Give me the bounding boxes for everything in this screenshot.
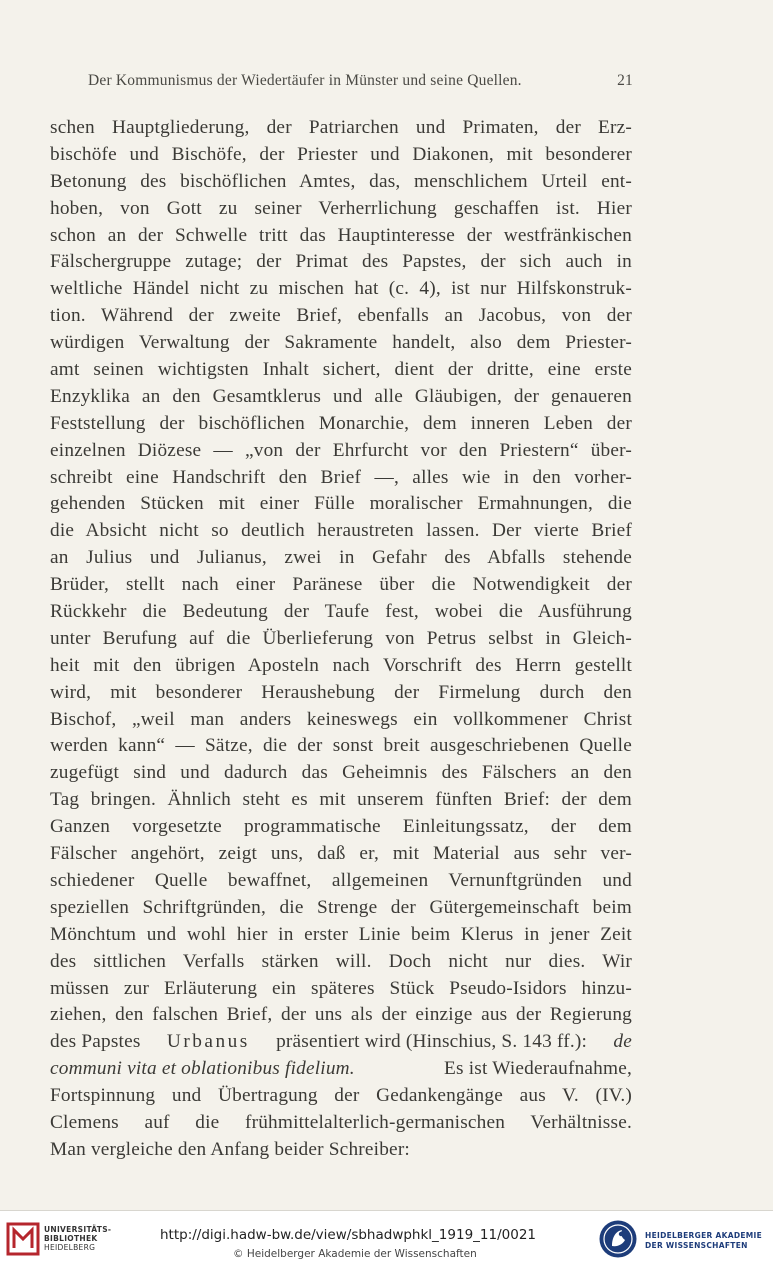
academy-logo[interactable] bbox=[598, 1217, 770, 1263]
university-library-logo[interactable] bbox=[6, 1219, 146, 1263]
italic-title-start: de bbox=[613, 1031, 632, 1053]
text-line: schen Hauptgliederung, der Patriarchen und Primaten, der Erz- bbox=[50, 117, 632, 138]
text-line: an Julius und Julianus, zwei in Gefahr des Abfalls stehende bbox=[50, 547, 632, 569]
text-line bbox=[50, 1056, 632, 1083]
source-url-link[interactable]: http://digi.hadw-bw.de/view/sbhadwphkl_1919_11/0021 bbox=[160, 1227, 536, 1243]
text-line: ziehen, den falschen Brief, der uns als der einzige aus der Regierung bbox=[50, 1004, 632, 1026]
text-line: Bischof, „weil man anders keineswegs ein vollkommener Christ bbox=[50, 708, 632, 730]
text-line: heit mit den übrigen Aposteln nach Vorschrift des Herrn gestellt bbox=[50, 654, 632, 676]
academy-logo-text bbox=[645, 1231, 762, 1251]
text-line: schreibt eine Handschrift den Brief —, alles wie in den vorher- bbox=[50, 466, 632, 488]
academy-logo-line2: DER WISSENSCHAFTEN bbox=[645, 1241, 748, 1250]
text-line: des sittlichen Verfalls stärken will. Doch nicht nur dies. Wir bbox=[50, 950, 632, 972]
text-line: weltliche Händel nicht zu mischen hat (c. 4), ist nur Hilfskonstruk- bbox=[50, 278, 632, 300]
text-line-rest: Es ist Wiederaufnahme, bbox=[444, 1058, 632, 1080]
text-line: Fälschergruppe zutage; der Primat des Papstes, der sich auch in bbox=[50, 251, 632, 273]
text-line: Enzyklika an den Gesamtklerus und alle Gläubigen, der genaueren bbox=[50, 385, 632, 407]
library-logo-line1: UNIVERSITÄTS- bbox=[44, 1225, 112, 1234]
text-line-pre: des Papstes bbox=[50, 1031, 141, 1053]
text-line: amt seinen wichtigsten Inhalt sichert, dient der dritte, eine erste bbox=[50, 359, 632, 381]
text-line: schon an der Schwelle tritt das Hauptinteresse der westfränkischen bbox=[50, 224, 632, 246]
text-line-mid: präsentiert wird (Hinschius, S. 143 ff.): bbox=[276, 1031, 588, 1053]
text-line: müssen zur Erläuterung ein späteres Stück Pseudo-Isidors hinzu- bbox=[50, 977, 632, 999]
text-line: zugefügt sind und dadurch das Geheimnis des Fälschers an den bbox=[50, 762, 632, 784]
text-line: Man vergleiche den Anfang beider Schreiber: bbox=[50, 1138, 410, 1160]
text-line: Fälscher angehört, zeigt uns, daß er, mit Material aus sehr ver- bbox=[50, 843, 632, 865]
text-line: Fortspinnung und Übertragung der Gedankengänge aus V. (IV.) bbox=[50, 1085, 632, 1107]
text-line: tion. Während der zweite Brief, ebenfalls an Jacobus, von der bbox=[50, 305, 632, 327]
text-line: unter Berufung auf die Überlieferung von Petrus selbst in Gleich- bbox=[50, 627, 632, 649]
library-logo-line2: BIBLIOTHEK bbox=[44, 1234, 98, 1243]
running-title: Der Kommunismus der Wiedertäufer in Münster und seine Quellen. bbox=[88, 72, 522, 89]
text-line: werden kann“ — Sätze, die der sonst breit ausgeschriebenen Quelle bbox=[50, 735, 632, 757]
academy-logo-line1: HEIDELBERGER AKADEMIE bbox=[645, 1231, 763, 1240]
text-line: einzelnen Diözese — „von der Ehrfurcht vor den Priestern“ über- bbox=[50, 439, 632, 461]
text-line: Brüder, stellt nach einer Paränese über die Notwendigkeit der bbox=[50, 574, 632, 596]
text-line: Ganzen vorgesetzte programmatische Einleitungssatz, der dem bbox=[50, 816, 632, 838]
library-logo-line3: HEIDELBERG bbox=[44, 1243, 96, 1252]
text-line bbox=[50, 1029, 632, 1056]
text-line: speziellen Schriftgründen, die Strenge der Gütergemeinschaft beim bbox=[50, 896, 632, 918]
text-line: gehenden Stücken mit einer Fülle moralischer Ermahnungen, die bbox=[50, 493, 632, 515]
copyright-notice: © Heidelberger Akademie der Wissenschaften bbox=[233, 1248, 477, 1260]
library-logo-text bbox=[44, 1225, 111, 1252]
text-line: Feststellung der bischöflichen Monarchie, dem inneren Leben der bbox=[50, 412, 632, 434]
page-number: 21 bbox=[617, 72, 633, 89]
text-line: Betonung des bischöflichen Amtes, das, menschlichem Urteil ent- bbox=[50, 170, 632, 192]
text-line: bischöfe und Bischöfe, der Priester und Diakonen, mit besonderer bbox=[50, 143, 632, 165]
italic-title: communi vita et oblationibus fidelium. bbox=[50, 1058, 355, 1080]
text-line: hoben, von Gott zu seiner Verherrlichung geschaffen ist. Hier bbox=[50, 197, 632, 219]
text-line: Rückkehr die Bedeutung der Taufe fest, wobei die Ausführung bbox=[50, 601, 632, 623]
name-urbanus: Urbanus bbox=[166, 1031, 250, 1053]
academy-seal-icon bbox=[598, 1219, 638, 1259]
library-logo-icon bbox=[6, 1222, 40, 1256]
body-text bbox=[50, 115, 632, 1164]
text-line: würdigen Verwaltung der Sakramente handelt, also dem Priester- bbox=[50, 332, 632, 354]
footer-bar bbox=[0, 1210, 773, 1268]
text-line: schiedener Quelle bewaffnet, allgemeinen Vernunftgründen und bbox=[50, 869, 632, 891]
text-line: Clemens auf die frühmittelalterlich-germanischen Verhältnisse. bbox=[50, 1111, 632, 1133]
text-line: Tag bringen. Ähnlich steht es mit unserem fünften Brief: der dem bbox=[50, 789, 632, 811]
text-line: Mönchtum und wohl hier in erster Linie beim Klerus in jener Zeit bbox=[50, 923, 632, 945]
text-line: wird, mit besonderer Heraushebung der Firmelung durch den bbox=[50, 681, 632, 703]
text-line: die Absicht nicht so deutlich heraustreten lassen. Der vierte Brief bbox=[50, 520, 632, 542]
